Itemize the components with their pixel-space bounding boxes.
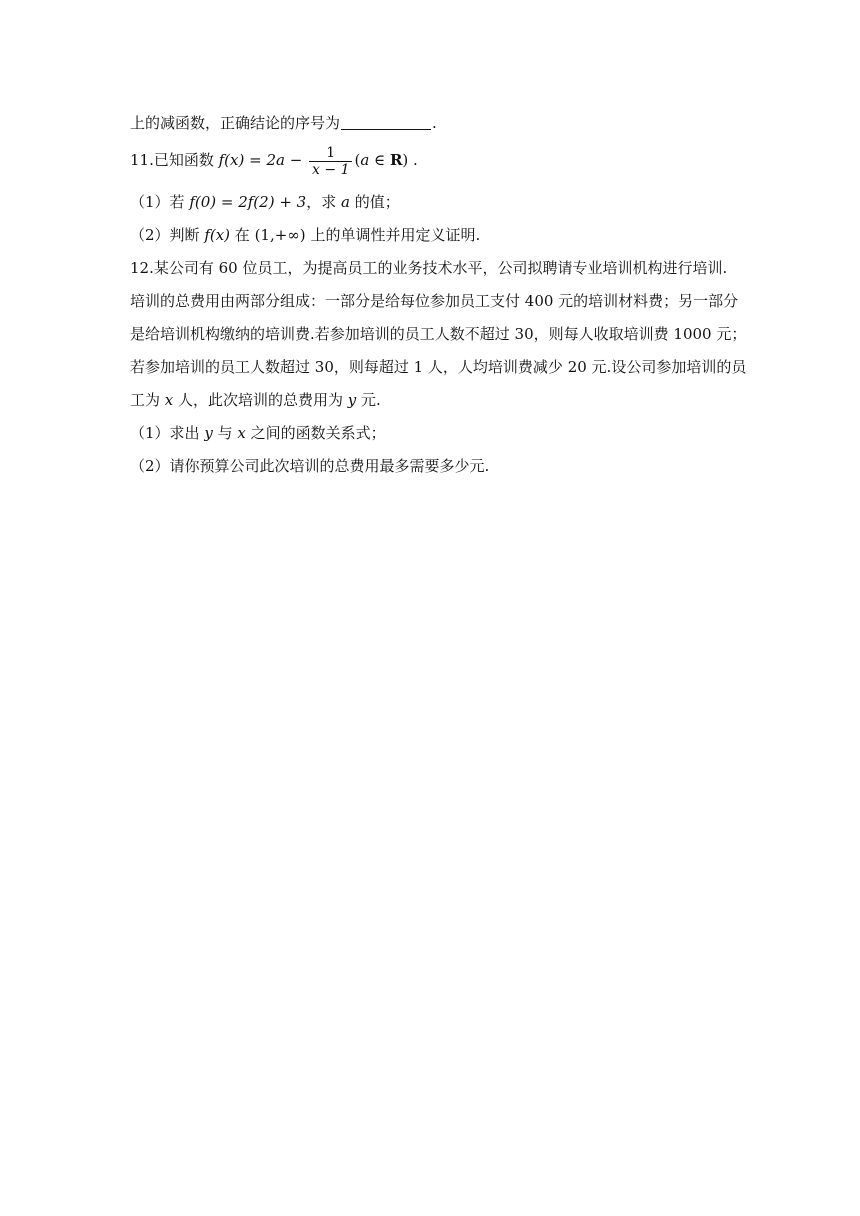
- q11-part1: [130, 193, 400, 211]
- q11-part1-var: a: [341, 193, 350, 211]
- q12-line-5: [130, 391, 381, 409]
- q12-line-4: 若参加培训的员工人数超过 30，则每超过 1 人，人均培训费减少 20 元.设公司参加培训的员: [130, 358, 747, 376]
- q11-part2: [130, 226, 480, 244]
- q11-part2-interval: (1,+∞): [254, 226, 306, 244]
- q11-fraction-denominator: x − 1: [309, 161, 352, 178]
- q11-part2-mid: 在: [230, 226, 255, 244]
- q12-part1-c: 之间的函数关系式；: [245, 424, 386, 442]
- q11-cond-open: (: [354, 151, 361, 169]
- q10-continuation-text: 上的减函数，正确结论的序号为: [130, 114, 341, 132]
- q12-part1-b: 与: [212, 424, 238, 442]
- q11-part1-suffix: 的值；: [349, 193, 400, 211]
- q11-stem: [130, 142, 418, 178]
- q11-part1-equation: f(0) = 2f(2) + 3: [189, 193, 307, 211]
- q12-line5-a: 工为: [130, 391, 165, 409]
- q11-part2-function: f(x): [204, 226, 231, 244]
- q12-line5-c: 元.: [356, 391, 381, 409]
- q12-line5-b: 人，此次培训的总费用为: [173, 391, 348, 409]
- q11-part2-suffix: 上的单调性并用定义证明.: [305, 226, 481, 244]
- q12-line5-y: y: [347, 391, 357, 409]
- q12-line-2: 培训的总费用由两部分组成：一部分是给每位参加员工支付 400 元的培训材料费；另一部分: [130, 292, 739, 310]
- q12-line-1: 12.某公司有 60 位员工，为提高员工的业务技术水平，公司拟聘请专业培训机构进行培训.: [130, 259, 728, 277]
- q11-part1-prefix: （1）若: [130, 193, 190, 211]
- q11-prefix: 11.已知函数: [130, 151, 219, 169]
- q10-continuation: [130, 114, 437, 132]
- q12-part1: [130, 424, 386, 442]
- q11-fraction-numerator: 1: [326, 144, 336, 161]
- q12-part2: （2）请你预算公司此次培训的总费用最多需要多少元.: [130, 457, 490, 475]
- q12-part1-a: （1）求出: [130, 424, 205, 442]
- q11-cond-set: R: [389, 151, 403, 169]
- q11-part1-mid: ，求: [306, 193, 341, 211]
- q11-cond-close: ) .: [402, 151, 418, 169]
- answer-blank[interactable]: [341, 115, 431, 130]
- q12-line-3: 是给培训机构缴纳的培训费.若参加培训的员工人数不超过 30，则每人收取培训费 1000 元；: [130, 325, 747, 343]
- q12-part1-x: x: [237, 424, 246, 442]
- q10-continuation-end: .: [432, 114, 437, 132]
- q12-part1-y: y: [204, 424, 213, 442]
- q11-cond-var: a ∈: [360, 151, 390, 169]
- q11-function: f(x) = 2a −: [218, 151, 308, 169]
- q11-fraction: [309, 145, 352, 178]
- q12-line5-x: x: [164, 391, 174, 409]
- q11-part2-prefix: （2）判断: [130, 226, 205, 244]
